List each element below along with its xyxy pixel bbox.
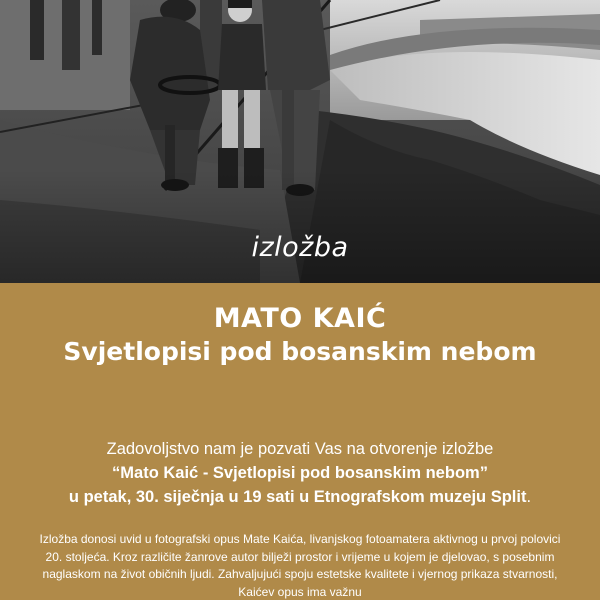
invitation-exhibition-name: “Mato Kaić - Svjetlopisi pod bosanskim nebom”: [112, 464, 488, 482]
date-venue-text: u petak, 30. siječnja u 19 sati u Etnografskom muzeju Split: [68, 488, 527, 506]
date-venue-period: .: [526, 488, 532, 506]
invitation-line: Zadovoljstvo nam je pozvati Vas na otvorenje izložbe: [106, 440, 494, 458]
author-name: MATO KAIĆ: [213, 303, 387, 334]
invitation-date-venue: [20, 485, 580, 509]
historical-photograph: [0, 0, 600, 283]
exhibition-title: Svjetlopisi pod bosanskim nebom: [63, 337, 537, 366]
invitation-text: [20, 437, 580, 509]
exhibition-description: Izložba donosi uvid u fotografski opus Mate Kaića, livanjskog fotoamatera aktivnog u prvoj polovici 20. stoljeća. Kroz različite žanrove autor bilježi prostor i vrijeme u kojem je djelovao, s posebnim naglaskom na život običnih ljudi. Zahvaljujući spoju estetske kvalitete i vjernog prikaza stvarnosti, Kaićev opus ima važnu: [39, 532, 561, 599]
exhibition-label: izložba: [251, 232, 349, 263]
info-panel: [0, 283, 600, 600]
